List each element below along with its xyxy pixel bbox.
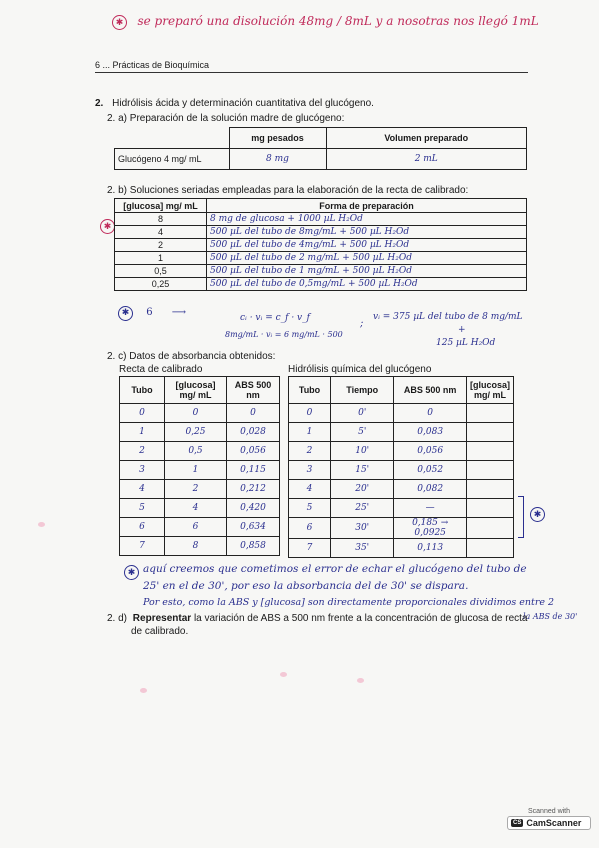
scanner-line2: CamScanner <box>526 818 582 828</box>
table-cell: — <box>394 499 467 518</box>
table-cell: 3 <box>120 461 165 480</box>
th-mg: mg pesados <box>229 128 326 149</box>
table-cell: 0,082 <box>394 480 467 499</box>
table-cell <box>466 539 513 558</box>
table-cell <box>466 442 513 461</box>
table-cell: 0 <box>165 404 227 423</box>
table-row <box>289 442 514 461</box>
table-cell: 0 <box>120 404 165 423</box>
asterisk-circle-icon: ✱ <box>100 219 115 234</box>
th-tiempo: Tiempo <box>331 377 394 404</box>
arrow-icon: ⟶ <box>171 307 187 318</box>
table-cell: 1 <box>120 423 165 442</box>
calc-eq1: cᵢ · vᵢ = c_f · v_f <box>240 313 310 323</box>
table-cell: 35' <box>331 539 394 558</box>
table-cell: 0,056 <box>394 442 467 461</box>
table-cell <box>466 480 513 499</box>
th-conc: [glucosa] mg/ mL <box>115 199 207 213</box>
calc-num: 6 <box>146 307 153 318</box>
table-cell: 6 <box>289 518 331 539</box>
note-line-2: 25' en el de 30', por eso la absorbancia del de 30' se dispara. <box>143 580 469 592</box>
table-cell: 8 <box>165 537 227 556</box>
section-number: 2. <box>95 98 104 109</box>
prep-cell: 500 µL del tubo de 0,5mg/mL + 500 µL H₂Od <box>207 278 527 291</box>
calibration-table <box>119 376 280 556</box>
table-cell: 6 <box>165 518 227 537</box>
th-tubo: Tubo <box>120 377 165 404</box>
table-cell <box>466 461 513 480</box>
table-cell: 10' <box>331 442 394 461</box>
th-glucosa: [glucosa] mg/ mL <box>466 377 513 404</box>
table-cell: 5' <box>331 423 394 442</box>
table-cell: 0,420 <box>227 499 280 518</box>
table-cell: 20' <box>331 480 394 499</box>
table-cell: 4 <box>289 480 331 499</box>
table-row <box>289 499 514 518</box>
table-row <box>289 480 514 499</box>
ink-stain <box>38 522 45 527</box>
conc-cell: 0,25 <box>115 278 207 291</box>
table-row <box>120 499 280 518</box>
s2a-title: 2. a) Preparación de la solución madre de glucógeno: <box>107 113 345 124</box>
calc-vi: vᵢ = 375 µL del tubo de 8 mg/mL <box>373 312 523 322</box>
s2c-title: 2. c) Datos de absorbancia obtenidos: <box>107 351 276 362</box>
table-row <box>289 518 514 539</box>
calc-eq2: 8mg/mL · vᵢ = 6 mg/mL · 500 <box>225 330 343 339</box>
table-cell: 0,083 <box>394 423 467 442</box>
table-row <box>120 442 280 461</box>
vol-value: 2 mL <box>326 149 527 170</box>
table-cell: 0,028 <box>227 423 280 442</box>
table-cell: 25' <box>331 499 394 518</box>
prep-cell: 500 µL del tubo de 8mg/mL + 500 µL H₂Od <box>207 226 527 239</box>
table-row <box>289 461 514 480</box>
table-cell: 0,25 <box>165 423 227 442</box>
ink-stain <box>140 688 147 693</box>
note-line-3: Por esto, como la ABS y [glucosa] son directamente proporcionales dividimos entre 2 <box>143 597 555 608</box>
calc-water: 125 µL H₂Od <box>436 338 496 348</box>
table-cell <box>466 404 513 423</box>
table-cell: 15' <box>331 461 394 480</box>
calib-title: Recta de calibrado <box>119 364 203 375</box>
th-vol: Volumen preparado <box>326 128 527 149</box>
th-abs: ABS 500 nm <box>227 377 280 404</box>
table-cell: 5 <box>289 499 331 518</box>
prep-cell: 500 µL del tubo de 4mg/mL + 500 µL H₂Od <box>207 239 527 252</box>
table-cell: 4 <box>165 499 227 518</box>
table-cell: 2 <box>289 442 331 461</box>
asterisk-circle-icon: ✱ <box>530 507 545 522</box>
s2d-num: 2. d) <box>107 613 128 624</box>
ink-stain <box>357 678 364 683</box>
table-row <box>120 404 280 423</box>
ink-stain <box>280 672 287 677</box>
prep-cell: 500 µL del tubo de 1 mg/mL + 500 µL H₂Od <box>207 265 527 278</box>
prep-cell: 500 µL del tubo de 2 mg/mL + 500 µL H₂Od <box>207 252 527 265</box>
mg-value: 8 mg <box>229 149 326 170</box>
table-row <box>120 423 280 442</box>
table-cell: 6 <box>120 518 165 537</box>
th-empty <box>115 128 230 149</box>
table-cell: 2 <box>120 442 165 461</box>
table-cell: 3 <box>289 461 331 480</box>
table-cell <box>466 518 513 539</box>
s2d-text: la variación de ABS a 500 nm frente a la concentración de glucosa de recta <box>193 613 528 624</box>
table-cell: 7 <box>289 539 331 558</box>
s2d-line <box>107 613 527 624</box>
table-cell: 0,115 <box>227 461 280 480</box>
table-cell: 30' <box>331 518 394 539</box>
table-cell <box>466 423 513 442</box>
note-line-1: aquí creemos que cometimos el error de echar el glucógeno del tubo de <box>143 563 527 575</box>
table-cell: 0,212 <box>227 480 280 499</box>
section-title <box>95 98 374 109</box>
calc-semicolon: ; <box>360 318 364 329</box>
asterisk-circle-icon: ✱ <box>118 306 133 321</box>
page-header: 6 ... Prácticas de Bioquímica <box>95 60 210 70</box>
top-note-text: se preparó una disolución 48mg / 8mL y a nosotras nos llegó 1mL <box>137 14 539 28</box>
th-prep: Forma de preparación <box>207 199 527 213</box>
table-cell: 0,052 <box>394 461 467 480</box>
conc-cell: 4 <box>115 226 207 239</box>
table-row <box>120 461 280 480</box>
table-cell: 0 <box>394 404 467 423</box>
bracket <box>518 496 524 538</box>
th-glucosa: [glucosa] mg/ mL <box>165 377 227 404</box>
table-cell <box>466 499 513 518</box>
table-row <box>120 518 280 537</box>
hydro-title: Hidrólisis química del glucógeno <box>288 364 432 375</box>
table-cell: 1 <box>289 423 331 442</box>
conc-cell: 1 <box>115 252 207 265</box>
calc-plus: + <box>458 325 466 335</box>
note-line-4: la ABS de 30' <box>523 612 578 621</box>
top-note <box>112 12 539 30</box>
s2b-title: 2. b) Soluciones seriadas empleadas para la elaboración de la recta de calibrado: <box>107 185 469 196</box>
row-label: Glucógeno 4 mg/ mL <box>115 149 230 170</box>
camscanner-watermark <box>507 808 591 830</box>
table-cell: 5 <box>120 499 165 518</box>
conc-cell: 0,5 <box>115 265 207 278</box>
table-row <box>120 480 280 499</box>
table-cell: 7 <box>120 537 165 556</box>
table-row <box>289 539 514 558</box>
header-rule <box>95 72 528 73</box>
conc-cell: 8 <box>115 213 207 226</box>
table-cell: 0,634 <box>227 518 280 537</box>
table-cell: 1 <box>165 461 227 480</box>
prep-cell: 8 mg de glucosa + 1000 µL H₂Od <box>207 213 527 226</box>
serial-solutions-table <box>114 198 527 291</box>
table-cell: 0,5 <box>165 442 227 461</box>
table-cell: 0 <box>289 404 331 423</box>
calc-note <box>118 306 186 321</box>
table-row <box>289 423 514 442</box>
hydrolysis-table <box>288 376 514 558</box>
camscanner-logo-icon: CS <box>513 820 522 826</box>
table-cell: 4 <box>120 480 165 499</box>
conc-cell: 2 <box>115 239 207 252</box>
s2d-text2: de calibrado. <box>131 626 189 637</box>
th-tubo: Tubo <box>289 377 331 404</box>
asterisk-circle-icon: ✱ <box>112 15 127 30</box>
asterisk-circle-icon: ✱ <box>124 565 139 580</box>
table-cell: 0,858 <box>227 537 280 556</box>
s2d-bold: Representar <box>132 613 192 624</box>
section-title-text: Hidrólisis ácida y determinación cuantitativa del glucógeno. <box>112 98 374 109</box>
th-abs: ABS 500 nm <box>394 377 467 404</box>
table-row <box>289 404 514 423</box>
scanner-line1: Scanned with <box>527 808 571 815</box>
table-cell: 2 <box>165 480 227 499</box>
table-row <box>120 537 280 556</box>
table-cell: 0' <box>331 404 394 423</box>
table-cell: 0,185 → 0,0925 <box>394 518 467 539</box>
table-cell: 0,056 <box>227 442 280 461</box>
table-cell: 0 <box>227 404 280 423</box>
table-cell: 0,113 <box>394 539 467 558</box>
stock-solution-table <box>114 127 527 170</box>
